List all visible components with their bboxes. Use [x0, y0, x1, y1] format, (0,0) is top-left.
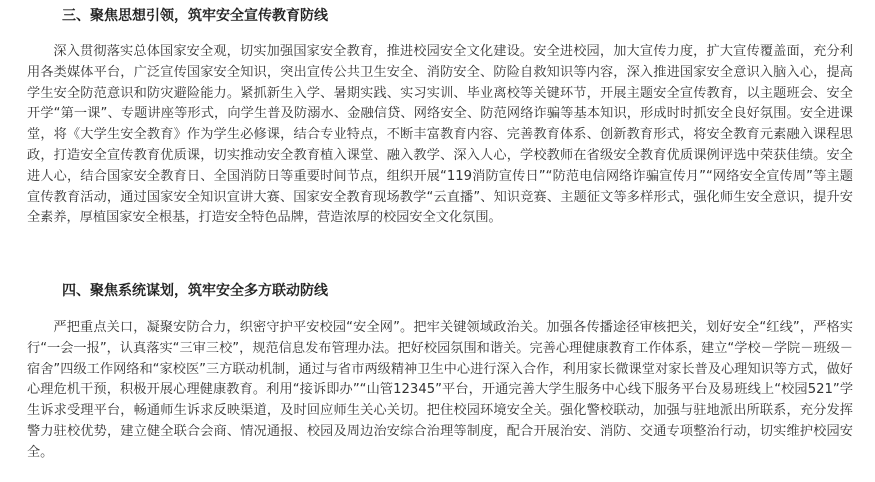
- section-heading-4: 四、聚焦系统谋划，筑牢安全多方联动防线: [62, 283, 328, 299]
- section-heading-3: 三、聚焦思想引领，筑牢安全宣传教育防线: [62, 8, 328, 24]
- section-body-4: 严把重点关口，凝聚安防合力，织密守护平安校园“安全网”。把牢关键领域政治关。加强各传播途径审核把关，划好安全“红线”，严格实行“一会一报”，认真落实“三审三校”，规范信息发布管理办法。把好校园氛围和谐关。完善心理健康教育工作体系，建立“学校－学院－班级－宿舍”四级工作网络和“家校医”三方联动机制，通过与省市两级精神卫生中心进行深入合作，利用家长微课堂对家长普及心理知识等方式，做好心理危机干预，积极开展心理健康教育。利用“接诉即办”“山管12345”平台，开通完善大学生服务中心线下服务平台及易班线上“校园521”学生诉求受理平台，畅通师生诉求反映渠道，及时回应师生关心关切。把住校园环境安全关。强化警校联动，加强与驻地派出所联系，充分发挥警力驻校优势，建立健全联合会商、情况通报、校园及周边治安综合治理等制度，配合开展治安、消防、交通专项整治行动，切实维护校园安全。: [27, 320, 853, 460]
- section-body-3: 深入贯彻落实总体国家安全观，切实加强国家安全教育，推进校园安全文化建设。安全进校园，加大宣传力度，扩大宣传覆盖面，充分利用各类媒体平台，广泛宣传国家安全知识，突出宣传公共卫生安全、消防安全、防险自救知识等内容，深入推进国家安全意识入脑入心，提高学生安全防范意识和防灾避险能力。紧抓新生入学、暑期实践、实习实训、毕业离校等关键环节，开展主题安全宣传教育，以主题班会、安全开学“第一课”、专题讲座等形式，向学生普及防溺水、金融信贷、网络安全、防范网络诈骗等基本知识，形成时时抓安全良好氛围。安全进课堂，将《大学生安全教育》作为学生必修课，结合专业特点，不断丰富教育内容、完善教育体系、创新教育形式，将安全教育元素融入课程思政，打造安全宣传教育优质课，切实推动安全教育植入课堂、融入教学、深入人心，学校教师在省级安全教育优质课例评选中荣获佳绩。安全进人心，结合国家安全教育日、全国消防日等重要时间节点，组织开展“119消防宣传日”“防范电信网络诈骗宣传月”“网络安全宣传周”等主题宣传教育活动，通过国家安全知识宣讲大赛、国家安全教育现场教学“云直播”、知识竞赛、主题征文等多样形式，强化师生安全意识，提升安全素养，厚植国家安全根基，打造安全特色品牌，营造浓厚的校园安全文化氛围。: [27, 44, 853, 226]
